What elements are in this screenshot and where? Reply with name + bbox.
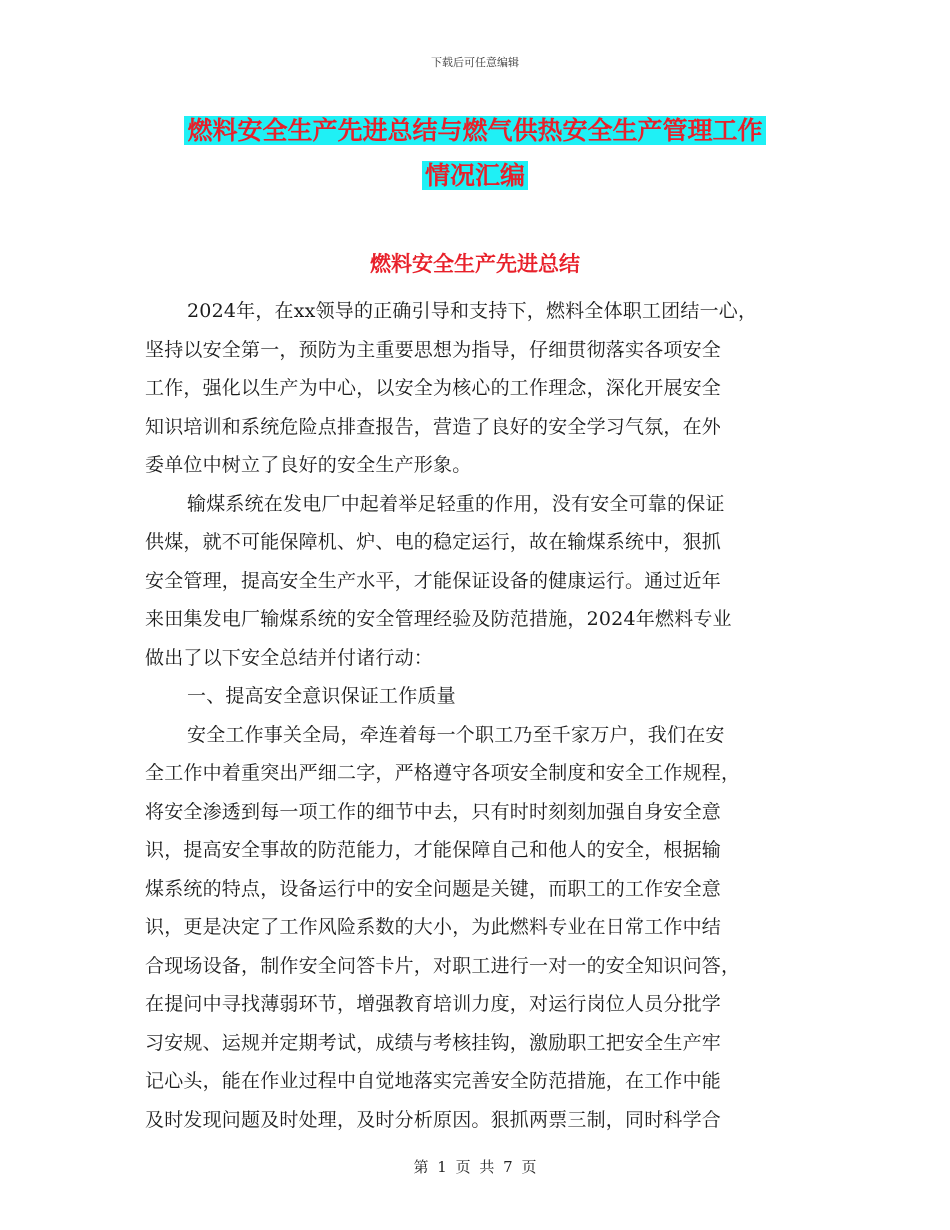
paragraph-line: 安全管理，提高安全生产水平，才能保证设备的健康运行。通过近年 (145, 569, 722, 592)
paragraph-line: 安全工作事关全局，牵连着每一个职工乃至千家万户，我们在安 (187, 723, 725, 746)
paragraph-line: 输煤系统在发电厂中起着举足轻重的作用，没有安全可靠的保证 (187, 492, 725, 515)
page-header-note: 下载后可任意编辑 (431, 56, 519, 69)
paragraph-line: 坚持以安全第一，预防为主重要思想为指导，仔细贯彻落实各项安全 (145, 338, 722, 361)
paragraph-line: 煤系统的特点，设备运行中的安全问题是关键，而职工的工作安全意 (145, 877, 722, 900)
paragraph-line: 在提问中寻找薄弱环节，增强教育培训力度，对运行岗位人员分批学 (145, 993, 722, 1015)
paragraph-line: 委单位中树立了良好的安全生产形象。 (145, 454, 472, 476)
paragraph-line: 供煤，就不可能保障机、炉、电的稳定运行，故在输煤系统中，狠抓 (145, 531, 722, 553)
document-title-line-2: 情况汇编 (422, 161, 528, 190)
subsection-heading: 一、提高安全意识保证工作质量 (187, 685, 456, 707)
paragraph-line: 将安全渗透到每一项工作的细节中去，只有时时刻刻加强自身安全意 (145, 800, 722, 823)
paragraph-line: 识，提高安全事故的防范能力，才能保障自己和他人的安全，根据输 (145, 839, 722, 861)
document-body (145, 292, 815, 1139)
paragraph-line: 知识培训和系统危险点排查报告，营造了良好的安全学习气氛，在外 (145, 415, 722, 438)
paragraph-line: 及时发现问题及时处理，及时分析原因。狠抓两票三制，同时科学合 (145, 1108, 722, 1131)
paragraph-line: 2024年，在xx领导的正确引导和支持下，燃料全体职工团结一心， (187, 300, 758, 322)
document-title (145, 108, 805, 198)
document-title-line-1: 燃料安全生产先进总结与燃气供热安全生产管理工作 (184, 116, 765, 145)
paragraph-line: 习安规、运规并定期考试，成绩与考核挂钩，激励职工把安全生产牢 (145, 1031, 722, 1054)
paragraph-line: 记心头，能在作业过程中自觉地落实完善安全防范措施，在工作中能 (145, 1070, 722, 1092)
paragraph-line: 来田集发电厂输煤系统的安全管理经验及防范措施，2024年燃料专业 (145, 608, 732, 630)
paragraph-line: 工作，强化以生产为中心，以安全为核心的工作理念，深化开展安全 (145, 377, 722, 399)
paragraph-line: 全工作中着重突出严细二字，严格遵守各项安全制度和安全工作规程， (145, 762, 741, 784)
paragraph-line: 合现场设备，制作安全问答卡片，对职工进行一对一的安全知识问答， (145, 954, 741, 977)
paragraph-line: 做出了以下安全总结并付诸行动： (145, 646, 434, 669)
section-title: 燃料安全生产先进总结 (370, 252, 580, 276)
page-number: 第 1 页 共 7 页 (413, 1158, 537, 1176)
paragraph-line: 识，更是决定了工作风险系数的大小，为此燃料专业在日常工作中结 (145, 916, 722, 938)
